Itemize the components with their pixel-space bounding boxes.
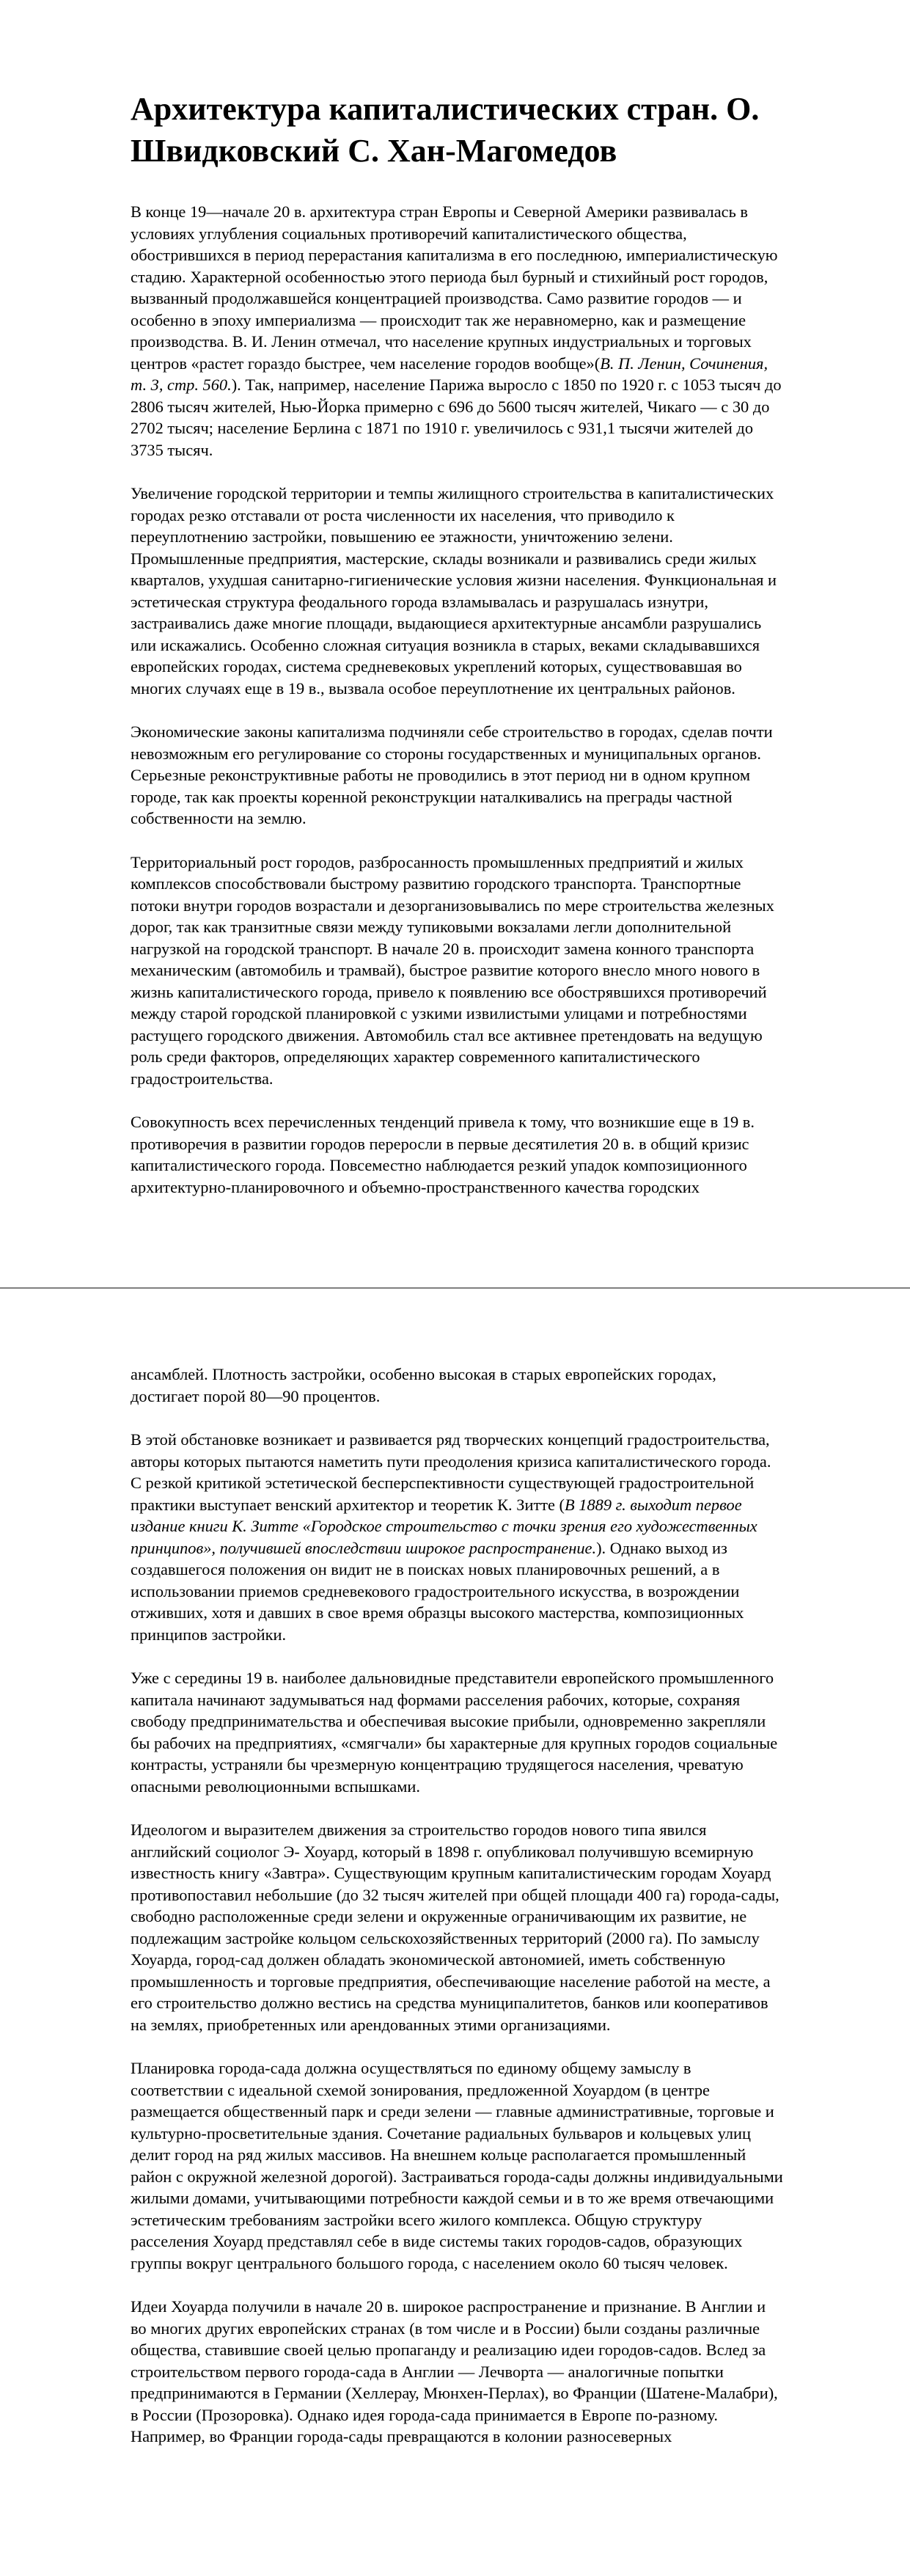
paragraph: Идеи Хоуарда получили в начале 20 в. широкое распространение и признание. В Англии и во многих других европейских странах (в том числе и в России) были созданы различные общества, ставившие своей целью пропаганду и реализацию идеи городов-садов. Вслед за строительством первого города-сада в Англии — Лечворта — аналогичные попытки предпринимаются в Германии (Хеллерау, Мюнхен-Перлах), во Франции (Шатене-Малабри), в России (Прозоровка). Однако идея города-сада принимается в Европе по-разному. Например, во Франции города-сады превращаются в колонии разносеверных	[131, 2297, 778, 2445]
page-1-content	[131, 88, 783, 1220]
paragraph-text: ). Так, например, население Парижа выросло с 1850 по 1920 г. с 1053 тысяч до 2806 тысяч жителей, Нью-Йорка примерно с 696 до 5600 тысяч жителей, Чикаго — с 30 до 2702 тысяч; население Берлина с 1871 по 1910 г. увеличилось с 931,1 тысячи жителей до 3735 тысяч.	[131, 376, 782, 459]
page-2-content	[131, 1364, 783, 2470]
paragraph-text: ). Однако выход из создавшегося положения он видит не в поисках новых планировочных решений, а в использовании приемов средневекового градостроительного искусства, в возрождении отживших, хотя и давших в свое время образцы высокого мастерства, композиционных принципов застройки.	[131, 1538, 744, 1644]
paragraph: ансамблей. Плотность застройки, особенно высокая в старых европейских городах, достигает порой 80—90 процентов.	[131, 1365, 716, 1405]
citation: В 1889 г. выходит первое издание книги К. Зитте «Городское строительство с точки зрения его художественных принципов», получившей впоследствии широкое распространение.	[131, 1495, 757, 1557]
paragraph	[131, 1429, 783, 1645]
paragraph: Экономические законы капитализма подчиняли себе строительство в городах, сделав почти невозможным его регулирование со стороны государственных и муниципальных органов. Серьезные реконструктивные работы не проводились в этот период ни в одном крупном городе, так как проекты коренной реконструкции наталкивались на преграды частной собственности на землю.	[131, 722, 773, 827]
paragraph: Увеличение городской территории и темпы жилищного строительства в капиталистических городах резко отставали от роста численности их населения, что приводило к переуплотнению застройки, повышению ее этажности, уничтожению зелени. Промышленные предприятия, мастерские, склады возникали и развивались среди жилых кварталов, ухудшая санитарно-гигиенические условия жизни населения. Функциональная и эстетическая структура феодального города взламывалась и разрушалась изнутри, застраивались даже многие площади, выдающиеся архитектурные ансамбли разрушались или искажались. Особенно сложная ситуация возникла в старых, веками складывавшихся европейских городах, система средневековых укреплений которых, существовавшая во многих случаях еще в 19 в., вызвала особое переуплотнение их центральных районов.	[131, 484, 777, 698]
document-title: Архитектура капиталистических стран. О. Швидковский С. Хан-Магомедов	[131, 91, 760, 169]
paragraph	[131, 201, 783, 461]
citation: В. П. Ленин, Сочинения, т. 3, стр. 560.	[131, 354, 768, 394]
document-page-1	[0, 0, 910, 1287]
paragraph: Планировка города-сада должна осуществляться по единому общему замыслу в соответствии с идеальной схемой зонирования, предложенной Хоуардом (в центре размещается общественный парк и среди зелени — главные административные, торговые и культурно-просветительные здания. Сочетание радиальных бульваров и кольцевых улиц делит город на ряд жилых массивов. На внешнем кольце располагается промышленный район с окружной железной дорогой). Застраиваться города-сады должны индивидуальными жилыми домами, учитывающими потребности каждой семьи и в то же время отвечающими эстетическим требованиям застройки всего жилого комплекса. Общую структуру расселения Хоуард представлял себе в виде системы таких городов-садов, образующих группы вокруг центрального большого города, с населением около 60 тысяч человек.	[131, 2059, 783, 2272]
paragraph: Территориальный рост городов, разбросанность промышленных предприятий и жилых комплексов способствовали быстрому развитию городского транспорта. Транспортные потоки внутри городов возрастали и дезорганизовывались по мере строительства железных дорог, так как транзитные связи между тупиковыми вокзалами легли дополнительной нагрузкой на городской транспорт. В начале 20 в. происходит замена конного транспорта механическим (автомобиль и трамвай), быстрое развитие которого внесло много нового в жизнь капиталистического города, привело к появлению все обострявшихся противоречий между старой городской планировкой с узкими извилистыми улицами и потребностями растущего городского движения. Автомобиль стал все активнее претендовать на ведущую роль среди факторов, определяющих характер современного капиталистического градостроительства.	[131, 852, 774, 1088]
paragraph: Идеологом и выразителем движения за строительство городов нового типа явился английский социолог Э- Хоуард, который в 1898 г. опубликовал получившую всемирную известность книгу «Завтра». Существующим крупным капиталистическим городам Хоуард противопоставил небольшие (до 32 тысяч жителей при общей площади 400 га) города-сады, свободно расположенные среди зелени и окруженные ограничивающим их развитие, не подлежащим застройке кольцом сельскохозяйственных территорий (2000 га). По замыслу Хоуарда, город-сад должен обладать экономической автономией, иметь собственную промышленность и торговые предприятия, обеспечивающие население работой на месте, а его строительство должно вестись на средства муниципалитетов, банков или кооперативов на землях, приобретенных или арендованных этими организациями.	[131, 1821, 779, 2034]
paragraph: Совокупность всех перечисленных тенденций привела к тому, что возникшие еще в 19 в. противоречия в развитии городов переросли в первые десятилетия 20 в. в общий кризис капиталистического города. Повсеместно наблюдается резкий упадок композиционного архитектурно-планировочного и объемно-пространственного качества городских	[131, 1113, 755, 1196]
document-page-2	[0, 1289, 910, 2576]
paragraph: Уже с середины 19 в. наиболее дальновидные представители европейского промышленного капитала начинают задумываться над формами расселения рабочих, которые, сохраняя свободу предпринимательства и обеспечивая высокие прибыли, одновременно закрепляли бы рабочих на предприятиях, «смягчали» бы характерные для крупных городов социальные контрасты, устраняли бы чрезмерную концентрацию трудящегося населения, чреватую опасными революционными вспышками.	[131, 1669, 778, 1796]
paragraph-text: В конце 19—начале 20 в. архитектура стран Европы и Северной Америки развивалась в условиях углубления социальных противоречий капиталистического общества, обострившихся в период перерастания капитализма в его последнюю, империалистическую стадию. Характерной особенностью этого периода был бурный и стихийный рост городов, вызванный продолжавшейся концентрацией производства. Само развитие городов — и особенно в эпоху империализма — происходит так же неравномерно, как и размещение производства. В. И. Ленин отмечал, что население крупных индустриальных и торговых центров «растет гораздо быстрее, чем население городов вообще»(	[131, 202, 778, 373]
paragraph-text: В этой обстановке возникает и развивается ряд творческих концепций градостроительства, авторы которых пытаются наметить пути преодоления кризиса капиталистического города. С резкой критикой эстетической бесперспективности существующей градостроительной практики выступает венский архитектор и теоретик К. Зитте (	[131, 1430, 771, 1514]
